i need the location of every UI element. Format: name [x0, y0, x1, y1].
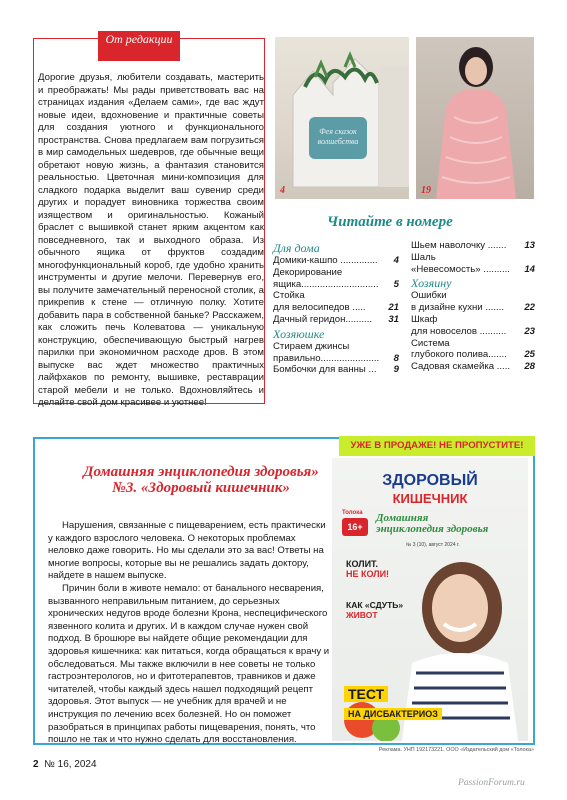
- toc-item-label: Садовая скамейка .....: [411, 361, 511, 373]
- toc-item-label: Дачный геридон..........: [273, 313, 373, 325]
- toc-item: [273, 302, 399, 314]
- toc-item: [273, 314, 399, 326]
- cover-test-callout: [344, 686, 492, 730]
- dress-page-number: 19: [421, 185, 431, 196]
- toc-item: [411, 326, 535, 338]
- toc-item-page: 13: [524, 240, 535, 251]
- toc-item-page: 8: [393, 352, 399, 364]
- toc-item: [273, 341, 399, 353]
- dress-photo: [416, 37, 534, 199]
- toc-item-label: «Невесомость» ..........: [411, 263, 510, 275]
- magazine-cover: [332, 458, 528, 741]
- toc-item-label: для велосипедов .....: [273, 302, 366, 314]
- toc-section-heading: Хозяюшке: [273, 326, 325, 341]
- toc-item: [273, 267, 399, 279]
- cover-callout-line: ЖИВОТ: [346, 609, 378, 620]
- toc-item: [273, 353, 399, 365]
- toc-item-page: 4: [393, 255, 399, 266]
- cover-age-badge: 16+: [342, 518, 368, 536]
- toc-item-page: 5: [393, 278, 399, 290]
- editorial-tag: От редакции: [98, 31, 180, 61]
- cover-issue: № 3 (10), август 2024 г.: [406, 542, 460, 548]
- toc-item: [273, 279, 399, 291]
- planter-illustration: [275, 37, 409, 199]
- cover-test-line: ТЕСТ: [344, 686, 388, 702]
- toc-item-page: 21: [388, 302, 399, 314]
- cover-callout-line: КОЛИТ.: [346, 559, 379, 569]
- toc-item-label: Декорирование: [273, 266, 343, 278]
- toc-item: [273, 290, 399, 302]
- issue-number: № 16, 2024: [44, 759, 97, 770]
- toc-item-label: Бомбочки для ванны ...: [273, 364, 377, 376]
- toc-item: [411, 361, 535, 373]
- toc-item-label: правильно......................: [273, 352, 380, 364]
- promo-paragraph: Нарушения, связанные с пищеварением, есть практически у каждого взрослого человека. О некоторых проблемах неловко даже говорить. Но мы сделали это за вас! Ответы на многие вопросы, которые вы не решались задать доктору, найдете в нашем выпуске.: [48, 520, 326, 582]
- promo-footer: Реклама. УНП 192173221. ООО «Издательский дом «Толока»: [378, 747, 534, 753]
- toc-section-heading: Для дома: [273, 241, 320, 255]
- cover-publisher: Толока: [342, 510, 363, 516]
- watermark: PassionForum.ru: [458, 778, 525, 788]
- toc-item-label: Шьем наволочку .......: [411, 240, 507, 251]
- cover-title: ЗДОРОВЫЙ: [382, 472, 478, 489]
- toc-item-label: Стойка: [273, 290, 305, 302]
- toc-item: [411, 252, 535, 264]
- dress-illustration: [416, 37, 534, 199]
- toc-item: [411, 290, 535, 302]
- cover-callout-line: КАК «СДУТЬ»: [346, 600, 404, 610]
- toc-section-heading: Хозяину: [411, 276, 452, 291]
- planter-page-number: 4: [280, 185, 285, 196]
- toc-item-label: в дизайне кухни .......: [411, 302, 504, 314]
- cover-callout-colitis: [346, 559, 389, 579]
- toc-item-label: Шкаф: [411, 313, 438, 325]
- toc-item-page: 28: [524, 361, 535, 373]
- toc-item-label: Система: [411, 337, 450, 349]
- cover-callout-line: НЕ КОЛИ!: [346, 569, 390, 579]
- toc-item: [411, 264, 535, 276]
- promo-text: [48, 520, 332, 747]
- toc-item: [411, 314, 535, 326]
- toc-column-right: [411, 240, 535, 373]
- editorial-text: Дорогие друзья, любители создавать, мастерить и преображать! Мы рады приветствовать вас на страницах издания «Делаем сами», где вас ждут новые идеи, вдохновение и практичные советы для создания уютного и функционального пространства. Снова предлагаем вам погрузиться в мир самодельных шедевров, где обычные вещи обретают новую жизнь, а фантазия становится реальностью. Цветочная мини-композиция для сладкого подарка выделит ваш сувенир среди других и порадует виновника торжества своим изяществом и оригинальностью. Кожаный браслет с вышивкой станет ярким акцентом как повседневного, так и выходного образа. Из обычного ящика от фруктов создадим многофункциональный короб, где удобно хранить инструменты и другие мелочи. Перевернув его, вы получите замечательный переносной столик, а прикрепив к стене — отличную полку. Хотите добавить пара в собственной баньке? Расскажем, как сложить печь Колеватова — уникальную конструкцию, обеспечивающую быстрый нагрев парилки при экономичном расходе дров. В этом выпуске вас ждет множество практичных лайфхаков по ремонту, вышивке, реставрации старой мебели и не только. Вдохновляйтесь и делайте свой дом красивее и уютнее!: [38, 72, 264, 408]
- cover-brand: Домашняя энциклопедия здоровья: [376, 512, 489, 535]
- toc-item-page: 31: [388, 313, 399, 325]
- page-number: 2: [33, 759, 39, 770]
- toc-item: [411, 240, 535, 252]
- toc-item: [411, 349, 535, 361]
- toc-item-label: Стираем джинсы: [273, 340, 350, 352]
- cover-callout-belly: [346, 601, 403, 620]
- planter-sign: Фея сказок волшебства: [317, 127, 359, 146]
- toc-item-label: ящика.............................: [273, 278, 379, 290]
- page-folio: [33, 759, 97, 770]
- toc-item-page: 25: [524, 349, 535, 361]
- promo-banner: УЖЕ В ПРОДАЖЕ! НЕ ПРОПУСТИТЕ!: [339, 436, 535, 456]
- toc-item-label: Домики-кашпо ..............: [273, 255, 378, 266]
- planter-photo: [275, 37, 409, 199]
- toc-item-label: для новоселов ..........: [411, 325, 507, 337]
- promo-paragraph: Причин боли в животе немало: от банального несварения, вызванного неправильным питанием, до серьезных хронических недугов вроде болезни Крона, неспецифического язвенного колита и других. И в каждом случае нужен свой подход. В брошюре вы найдете общие рекомендации для здоровья кишечника: как питаться, когда обращаться к врачу и обследоваться. Мы также включили в нее советы не только гастроэнтерологов, но и фитотерапевтов, травников и даже читателей, чтобы каждый здесь нашел подходящий рецепт здоровья. Этот выпуск — не учебник для врачей и не инструкция по лечению всех болезней. Но он поможет разобраться в принципах работы пищеварения, понять, что пошло не так и что нужно сделать для восстановления.: [48, 582, 330, 746]
- toc-item-label: глубокого полива.......: [411, 349, 507, 361]
- toc-item: [273, 255, 399, 267]
- cover-subtitle: КИШЕЧНИК: [392, 491, 468, 506]
- toc-item-page: 22: [524, 302, 535, 314]
- toc-item-page: 23: [524, 325, 535, 337]
- toc-item-label: Ошибки: [411, 290, 447, 302]
- toc-item-page: 9: [393, 364, 399, 376]
- toc-item: [411, 302, 535, 314]
- toc-item: [411, 338, 535, 350]
- promo-title: Домашняя энциклопедия здоровья» №3. «Здоровый кишечник»: [83, 464, 319, 496]
- toc-column-left: [273, 240, 399, 376]
- toc-item: [273, 364, 399, 376]
- toc-item-page: 14: [524, 263, 535, 275]
- toc-title: Читайте в номере: [327, 214, 453, 230]
- cover-test-line: НА ДИСБАКТЕРИОЗ: [344, 708, 442, 720]
- toc-item-label: Шаль: [411, 251, 436, 263]
